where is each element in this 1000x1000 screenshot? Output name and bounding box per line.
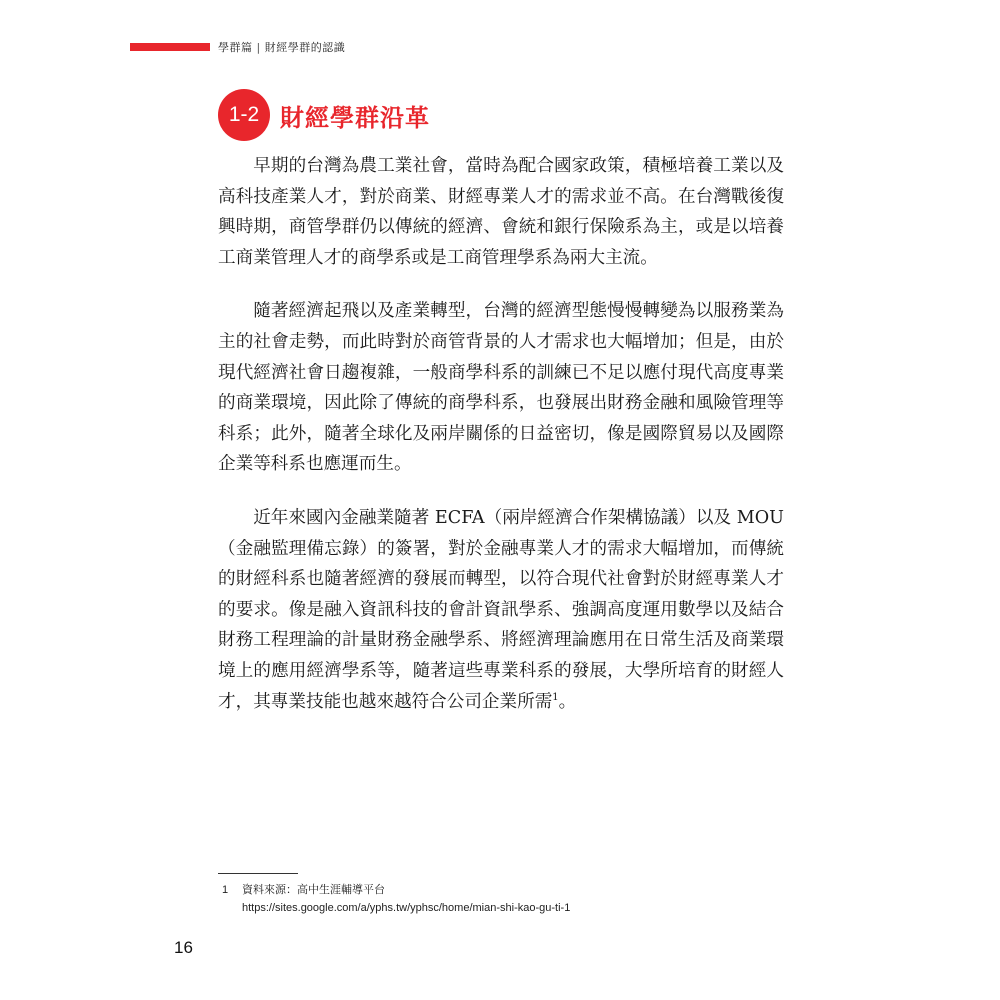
body-text bbox=[218, 151, 784, 740]
footnote-number: 1 bbox=[222, 884, 229, 896]
footnote-label: 資料來源：高中生涯輔導平台 bbox=[242, 884, 385, 896]
section-heading bbox=[218, 89, 430, 141]
paragraph-3-end: 。 bbox=[558, 691, 577, 712]
section-number-badge: 1-2 bbox=[218, 89, 270, 141]
footnote-line bbox=[222, 881, 570, 899]
header-subtitle: 財經學群的認識 bbox=[264, 41, 346, 54]
footnote-divider bbox=[218, 873, 298, 874]
header-accent-bar bbox=[130, 43, 210, 51]
header-separator: | bbox=[256, 41, 261, 54]
paragraph-2: 隨著經濟起飛以及產業轉型，台灣的經濟型態慢慢轉變為以服務業為主的社會走勢，而此時對於商管背景的人才需求也大幅增加；但是，由於現代經濟社會日趨複雜，一般商學科系的訓練已不足以應付現代高度專業的商業環境，因此除了傳統的商學科系，也發展出財務金融和風險管理等科系；此外，隨著全球化及兩岸關係的日益密切，像是國際貿易以及國際企業等科系也應運而生。 bbox=[218, 301, 784, 475]
running-header bbox=[218, 39, 345, 55]
paragraph-3 bbox=[218, 503, 784, 717]
footnote-url[interactable]: https://sites.google.com/a/yphs.tw/yphsc/home/mian-shi-kao-gu-ti-1 bbox=[242, 902, 571, 914]
page-number: 16 bbox=[174, 938, 193, 957]
footnote-reference[interactable]: 1 bbox=[552, 691, 559, 703]
section-title: 財經學群沿革 bbox=[280, 103, 430, 132]
paragraph-3-text: 近年來國內金融業隨著 ECFA（兩岸經濟合作架構協議）以及 MOU（金融監理備忘錄）的簽署，對於金融專業人才的需求大幅增加，而傳統的財經科系也隨著經濟的發展而轉型，以符合現代社會對於財經專業人才的要求。像是融入資訊科技的會計資訊學系、強調高度運用數學以及結合財務工程理論的計量財務金融學系、將經濟理論應用在日常生活及商業環境上的應用經濟學系等，隨著這些專業科系的發展，大學所培育的財經人才，其專業技能也越來越符合公司企業所需 bbox=[218, 507, 784, 712]
header-section: 學群篇 bbox=[218, 41, 253, 54]
footnote bbox=[222, 881, 570, 917]
paragraph-1: 早期的台灣為農工業社會，當時為配合國家政策，積極培養工業以及高科技產業人才，對於商業、財經專業人才的需求並不高。在台灣戰後復興時期，商管學群仍以傳統的經濟、會統和銀行保險系為主，或是以培養工商業管理人才的商學系或是工商管理學系為兩大主流。 bbox=[218, 156, 784, 268]
